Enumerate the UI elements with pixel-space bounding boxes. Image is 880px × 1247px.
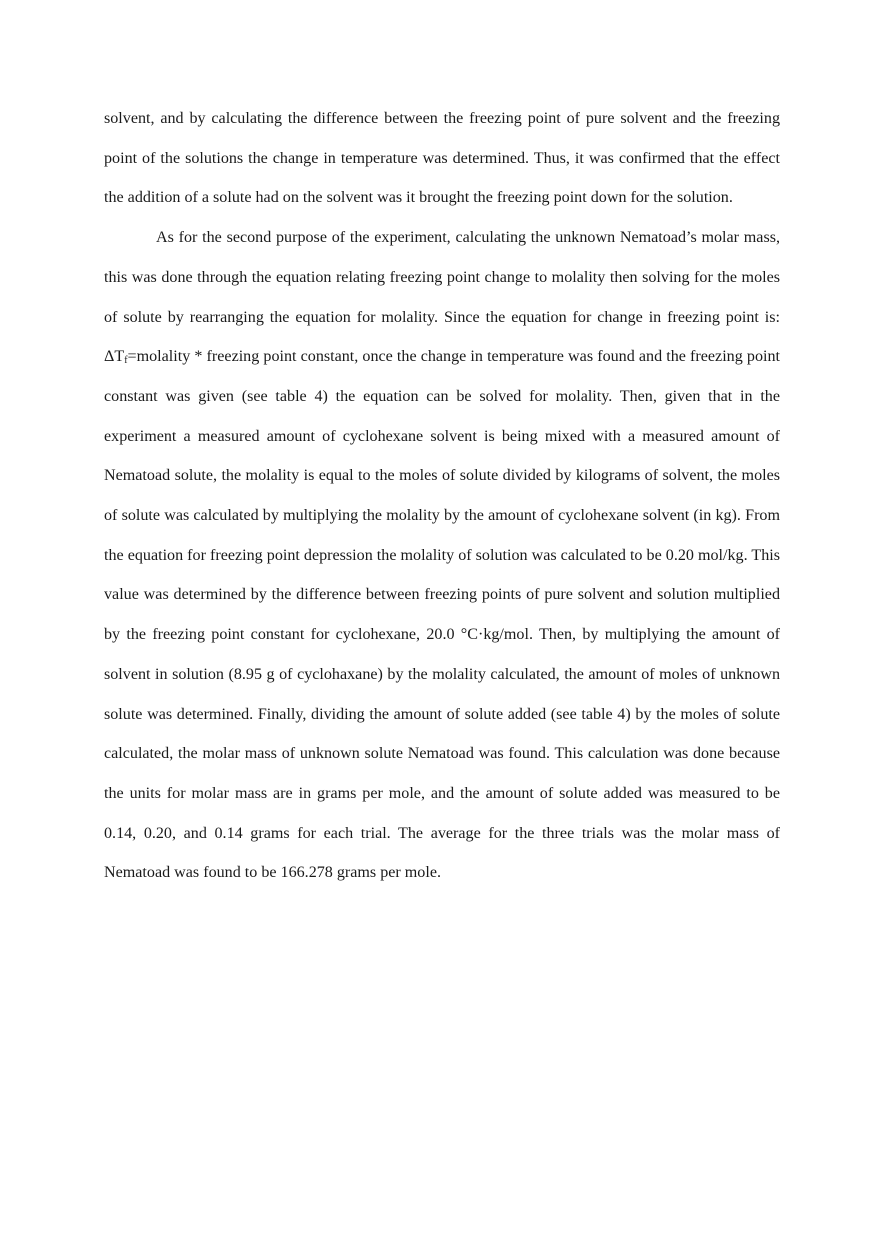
formula-subscript: f xyxy=(124,355,128,367)
paragraph-continuation: solvent, and by calculating the difference between the freezing point of pure solvent and the freezing point of the solutions the change in temperature was determined. Thus, it was confirmed that the effect the addition of a solute had on the solvent was it brought the freezing point down for the solution. xyxy=(104,110,780,207)
body-text xyxy=(104,99,780,893)
formula-delta-t: ΔT xyxy=(104,348,125,366)
paragraph-text-after-formula: =molality * freezing point constant, once the change in temperature was found and the freezing point constant was given (see table 4) the equation can be solved for molality. Then, given that in the experiment a measured amount of cyclohexane solvent is being mixed with a measured amount of Nematoad solute, the molality is equal to the moles of solute divided by kilograms of solvent, the moles of solute was calculated by multiplying the molality by the amount of cyclohexane solvent (in kg). From the equation for freezing point depression the molality of solution was calculated to be 0.20 mol/kg. This value was determined by the difference between freezing points of pure solvent and solution multiplied by the freezing point constant for cyclohexane, 20.0 °C·kg/mol. Then, by multiplying the amount of solvent in solution (8.95 g of cyclohaxane) by the molality calculated, the amount of moles of unknown solute was determined. Finally, dividing the amount of solute added (see table 4) by the moles of solute calculated, the molar mass of unknown solute Nematoad was found. This calculation was done because the units for molar mass are in grams per mole, and the amount of solute added was measured to be 0.14, 0.20, and 0.14 grams for each trial. The average for the three trials was the molar mass of Nematoad was found to be 166.278 grams per mole. xyxy=(104,348,780,882)
paragraph-text-before-formula: As for the second purpose of the experiment, calculating the unknown Nematoad’s molar mass, this was done through the equation relating freezing point change to molality then solving for the moles of solute by rearranging the equation for molality. Since the equation for change in freezing point is: xyxy=(104,229,780,326)
paragraph-molar-mass xyxy=(104,218,780,893)
